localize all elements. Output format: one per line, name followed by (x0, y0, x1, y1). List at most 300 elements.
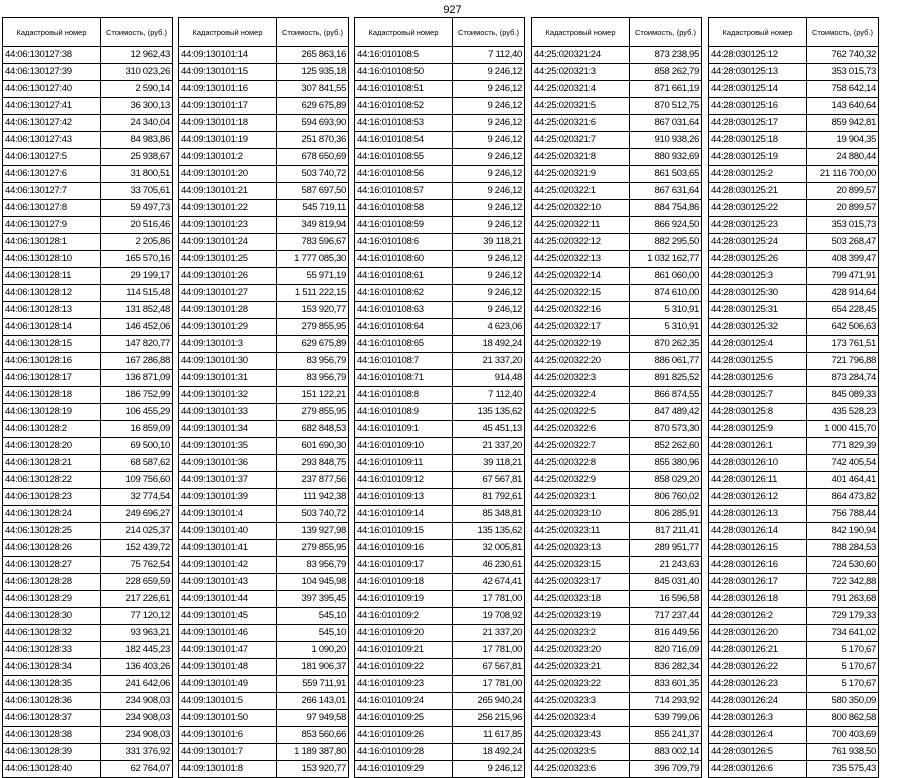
cadastral-number-cell: 44:09:130101:24 (179, 234, 277, 251)
cadastral-number-cell: 44:28:030126:16 (709, 557, 807, 574)
cadastral-number-cell: 44:09:130101:26 (179, 268, 277, 285)
table-row (355, 285, 525, 302)
cadastral-number-cell: 44:09:130101:31 (179, 370, 277, 387)
value-cell: 19 904,35 (807, 132, 879, 149)
value-cell: 136 403,26 (101, 659, 173, 676)
cadastral-number-cell: 44:09:130101:41 (179, 540, 277, 557)
table-row (709, 608, 879, 625)
value-cell: 67 567,81 (453, 472, 525, 489)
table-row (709, 710, 879, 727)
table-row (179, 81, 349, 98)
cadastral-number-cell: 44:28:030125:24 (709, 234, 807, 251)
table-row (179, 727, 349, 744)
table-row (709, 268, 879, 285)
value-cell: 873 284,74 (807, 370, 879, 387)
table-row (3, 659, 173, 676)
cadastral-number-cell: 44:25:020322:12 (532, 234, 630, 251)
value-cell: 279 855,95 (277, 404, 349, 421)
cadastral-number-cell: 44:16:010109:26 (355, 727, 453, 744)
cadastral-number-cell: 44:06:130128:40 (3, 761, 101, 778)
value-cell: 845 031,40 (630, 574, 702, 591)
cadastral-number-cell: 44:25:020321:5 (532, 98, 630, 115)
value-cell: 9 246,12 (453, 302, 525, 319)
cadastral-number-cell: 44:09:130101:5 (179, 693, 277, 710)
cadastral-number-cell: 44:06:130128:26 (3, 540, 101, 557)
value-cell: 870 512,75 (630, 98, 702, 115)
table-row (355, 404, 525, 421)
cadastral-number-cell: 44:09:130101:36 (179, 455, 277, 472)
cadastral-table (178, 17, 349, 778)
table-row (532, 217, 702, 234)
table-row (532, 64, 702, 81)
table-row (709, 166, 879, 183)
table-row (532, 336, 702, 353)
table-row (532, 387, 702, 404)
table-row (179, 268, 349, 285)
value-cell: 587 697,50 (277, 183, 349, 200)
table-row (709, 64, 879, 81)
value-cell: 545 719,11 (277, 200, 349, 217)
table-row (3, 166, 173, 183)
value-cell: 39 118,21 (453, 234, 525, 251)
table-row (355, 64, 525, 81)
value-cell: 910 938,26 (630, 132, 702, 149)
table-row (532, 251, 702, 268)
table-row (179, 710, 349, 727)
table-row (3, 336, 173, 353)
cadastral-number-cell: 44:25:020321:9 (532, 166, 630, 183)
value-cell: 800 862,58 (807, 710, 879, 727)
value-cell: 735 575,43 (807, 761, 879, 778)
value-cell: 83 956,79 (277, 353, 349, 370)
table-row (532, 285, 702, 302)
cadastral-number-cell: 44:28:030126:24 (709, 693, 807, 710)
table-row (532, 149, 702, 166)
value-cell: 21 337,20 (453, 438, 525, 455)
table-row (179, 200, 349, 217)
table-row (179, 149, 349, 166)
table-row (355, 183, 525, 200)
value-cell: 18 492,24 (453, 336, 525, 353)
value-cell: 104 945,98 (277, 574, 349, 591)
value-cell: 700 403,69 (807, 727, 879, 744)
cadastral-number-cell: 44:09:130101:29 (179, 319, 277, 336)
value-cell: 762 740,32 (807, 47, 879, 64)
cadastral-number-cell: 44:06:130127:5 (3, 149, 101, 166)
table-row (532, 370, 702, 387)
value-cell: 816 449,56 (630, 625, 702, 642)
value-cell: 234 908,03 (101, 727, 173, 744)
cadastral-number-cell: 44:25:020322:14 (532, 268, 630, 285)
table-row (355, 115, 525, 132)
value-cell: 109 756,60 (101, 472, 173, 489)
value-cell: 9 246,12 (453, 268, 525, 285)
value-cell: 799 471,91 (807, 268, 879, 285)
value-cell: 69 500,10 (101, 438, 173, 455)
value-cell: 503 268,47 (807, 234, 879, 251)
value-cell: 629 675,89 (277, 336, 349, 353)
value-cell: 642 506,63 (807, 319, 879, 336)
cadastral-number-cell: 44:06:130128:37 (3, 710, 101, 727)
table-row (532, 523, 702, 540)
cadastral-number-cell: 44:16:010109:2 (355, 608, 453, 625)
table-row (179, 166, 349, 183)
value-cell: 9 246,12 (453, 251, 525, 268)
value-cell: 167 286,88 (101, 353, 173, 370)
table-row (3, 438, 173, 455)
cadastral-number-cell: 44:28:030126:3 (709, 710, 807, 727)
value-cell: 847 489,42 (630, 404, 702, 421)
cadastral-number-cell: 44:25:020323:5 (532, 744, 630, 761)
value-cell: 349 819,94 (277, 217, 349, 234)
table-row (355, 540, 525, 557)
cadastral-number-cell: 44:25:020322:17 (532, 319, 630, 336)
cadastral-number-cell: 44:16:010109:10 (355, 438, 453, 455)
cadastral-number-cell: 44:09:130101:45 (179, 608, 277, 625)
value-cell: 1 511 222,15 (277, 285, 349, 302)
value-cell: 717 237,44 (630, 608, 702, 625)
column-header-cadastral-number: Кадастровый номер (532, 18, 630, 47)
table-row (3, 506, 173, 523)
cadastral-number-cell: 44:16:010109:16 (355, 540, 453, 557)
value-cell: 93 963,21 (101, 625, 173, 642)
value-cell: 761 938,50 (807, 744, 879, 761)
table-row (709, 132, 879, 149)
table-row (532, 421, 702, 438)
value-cell: 153 920,77 (277, 302, 349, 319)
value-cell: 293 848,75 (277, 455, 349, 472)
cadastral-number-cell: 44:09:130101:35 (179, 438, 277, 455)
table-row (532, 540, 702, 557)
value-cell: 353 015,73 (807, 217, 879, 234)
table-row (3, 727, 173, 744)
cadastral-number-cell: 44:09:130101:3 (179, 336, 277, 353)
table-row (3, 625, 173, 642)
cadastral-number-cell: 44:25:020322:6 (532, 421, 630, 438)
table-row (355, 574, 525, 591)
table-row (532, 81, 702, 98)
column-header-cadastral-number: Кадастровый номер (355, 18, 453, 47)
cadastral-number-cell: 44:16:010108:7 (355, 353, 453, 370)
value-cell: 435 528,23 (807, 404, 879, 421)
cadastral-number-cell: 44:09:130101:4 (179, 506, 277, 523)
value-cell: 153 920,77 (277, 761, 349, 778)
value-cell: 5 170,67 (807, 642, 879, 659)
table-row (179, 761, 349, 778)
table-row (179, 557, 349, 574)
cadastral-number-cell: 44:06:130128:22 (3, 472, 101, 489)
table-row (179, 132, 349, 149)
value-cell: 24 340,04 (101, 115, 173, 132)
cadastral-number-cell: 44:16:010109:18 (355, 574, 453, 591)
cadastral-number-cell: 44:25:020323:11 (532, 523, 630, 540)
value-cell: 9 246,12 (453, 200, 525, 217)
value-cell: 9 246,12 (453, 761, 525, 778)
value-cell: 870 262,35 (630, 336, 702, 353)
value-cell: 601 690,30 (277, 438, 349, 455)
column-header-value: Стоимость, (руб.) (630, 18, 702, 47)
table-row (3, 387, 173, 404)
value-cell: 289 951,77 (630, 540, 702, 557)
value-cell: 866 874,55 (630, 387, 702, 404)
value-cell: 97 949,58 (277, 710, 349, 727)
value-cell: 5 310,91 (630, 319, 702, 336)
cadastral-number-cell: 44:28:030125:16 (709, 98, 807, 115)
cadastral-number-cell: 44:16:010108:57 (355, 183, 453, 200)
cadastral-number-cell: 44:06:130128:28 (3, 574, 101, 591)
cadastral-number-cell: 44:28:030126:14 (709, 523, 807, 540)
table-row (532, 268, 702, 285)
table-row (3, 132, 173, 149)
table-row (179, 285, 349, 302)
value-cell: 871 661,19 (630, 81, 702, 98)
value-cell: 114 515,48 (101, 285, 173, 302)
table-row (532, 489, 702, 506)
value-cell: 307 841,55 (277, 81, 349, 98)
value-cell: 152 439,72 (101, 540, 173, 557)
table-row (709, 149, 879, 166)
value-cell: 842 190,94 (807, 523, 879, 540)
value-cell: 234 908,03 (101, 693, 173, 710)
table-row (532, 472, 702, 489)
value-cell: 678 650,69 (277, 149, 349, 166)
table-row (532, 319, 702, 336)
table-row (3, 81, 173, 98)
cadastral-number-cell: 44:16:010108:9 (355, 404, 453, 421)
table-row (532, 47, 702, 64)
cadastral-number-cell: 44:09:130101:40 (179, 523, 277, 540)
table-row (355, 47, 525, 64)
value-cell: 817 211,41 (630, 523, 702, 540)
cadastral-number-cell: 44:16:010108:6 (355, 234, 453, 251)
table-row (355, 319, 525, 336)
table-row (709, 523, 879, 540)
cadastral-number-cell: 44:09:130101:37 (179, 472, 277, 489)
table-row (179, 540, 349, 557)
table-row (532, 591, 702, 608)
cadastral-number-cell: 44:16:010109:19 (355, 591, 453, 608)
value-cell: 249 696,27 (101, 506, 173, 523)
table-row (355, 761, 525, 778)
value-cell: 870 573,30 (630, 421, 702, 438)
cadastral-number-cell: 44:16:010108:59 (355, 217, 453, 234)
value-cell: 75 762,54 (101, 557, 173, 574)
value-cell: 855 380,96 (630, 455, 702, 472)
table-row (709, 217, 879, 234)
value-cell: 1 032 162,77 (630, 251, 702, 268)
table-row (355, 693, 525, 710)
cadastral-number-cell: 44:16:010108:51 (355, 81, 453, 98)
value-cell: 883 002,14 (630, 744, 702, 761)
column-header-cadastral-number: Кадастровый номер (709, 18, 807, 47)
table-row (179, 591, 349, 608)
cadastral-number-cell: 44:25:020322:8 (532, 455, 630, 472)
value-cell: 21 337,20 (453, 625, 525, 642)
cadastral-number-cell: 44:28:030126:6 (709, 761, 807, 778)
cadastral-number-cell: 44:06:130128:14 (3, 319, 101, 336)
value-cell: 756 788,44 (807, 506, 879, 523)
value-cell: 654 228,45 (807, 302, 879, 319)
cadastral-number-cell: 44:09:130101:46 (179, 625, 277, 642)
cadastral-number-cell: 44:16:010109:29 (355, 761, 453, 778)
table-row (179, 387, 349, 404)
cadastral-number-cell: 44:09:130101:16 (179, 81, 277, 98)
cadastral-number-cell: 44:06:130128:33 (3, 642, 101, 659)
value-cell: 186 752,99 (101, 387, 173, 404)
cadastral-number-cell: 44:16:010108:5 (355, 47, 453, 64)
cadastral-number-cell: 44:09:130101:14 (179, 47, 277, 64)
cadastral-number-cell: 44:25:020321:24 (532, 47, 630, 64)
value-cell: 853 560,66 (277, 727, 349, 744)
cadastral-number-cell: 44:25:020323:2 (532, 625, 630, 642)
cadastral-number-cell: 44:06:130128:18 (3, 387, 101, 404)
cadastral-number-cell: 44:28:030125:3 (709, 268, 807, 285)
table-row (709, 81, 879, 98)
table-row (355, 98, 525, 115)
cadastral-number-cell: 44:09:130101:21 (179, 183, 277, 200)
table-row (3, 540, 173, 557)
value-cell: 12 962,43 (101, 47, 173, 64)
value-cell: 758 642,14 (807, 81, 879, 98)
value-cell: 7 112,40 (453, 47, 525, 64)
table-row (3, 608, 173, 625)
value-cell: 279 855,95 (277, 540, 349, 557)
table-row (355, 523, 525, 540)
table-row (355, 557, 525, 574)
value-cell: 85 348,81 (453, 506, 525, 523)
table-row (3, 761, 173, 778)
cadastral-number-cell: 44:28:030125:12 (709, 47, 807, 64)
value-cell: 4 623,06 (453, 319, 525, 336)
table-row (355, 608, 525, 625)
table-row (179, 370, 349, 387)
value-cell: 20 516,46 (101, 217, 173, 234)
table-row (709, 319, 879, 336)
table-row (709, 693, 879, 710)
cadastral-number-cell: 44:06:130128:30 (3, 608, 101, 625)
value-cell: 7 112,40 (453, 387, 525, 404)
cadastral-number-cell: 44:28:030125:5 (709, 353, 807, 370)
value-cell: 859 942,81 (807, 115, 879, 132)
cadastral-number-cell: 44:25:020323:43 (532, 727, 630, 744)
value-cell: 32 005,81 (453, 540, 525, 557)
table-row (532, 132, 702, 149)
value-cell: 867 631,64 (630, 183, 702, 200)
table-row (179, 472, 349, 489)
table-row (3, 115, 173, 132)
cadastral-number-cell: 44:06:130128:34 (3, 659, 101, 676)
cadastral-number-cell: 44:28:030126:11 (709, 472, 807, 489)
value-cell: 29 199,17 (101, 268, 173, 285)
cadastral-number-cell: 44:06:130128:10 (3, 251, 101, 268)
table-row (709, 506, 879, 523)
value-cell: 9 246,12 (453, 64, 525, 81)
cadastral-number-cell: 44:28:030125:19 (709, 149, 807, 166)
table-row (3, 574, 173, 591)
value-cell: 46 230,61 (453, 557, 525, 574)
value-cell: 62 764,07 (101, 761, 173, 778)
table-row (355, 676, 525, 693)
value-cell: 21 337,20 (453, 353, 525, 370)
value-cell: 17 781,00 (453, 676, 525, 693)
value-cell: 867 031,64 (630, 115, 702, 132)
cadastral-number-cell: 44:16:010108:61 (355, 268, 453, 285)
cadastral-number-cell: 44:16:010109:28 (355, 744, 453, 761)
value-cell: 866 924,50 (630, 217, 702, 234)
value-cell: 594 693,90 (277, 115, 349, 132)
value-cell: 539 799,06 (630, 710, 702, 727)
table-row (709, 659, 879, 676)
cadastral-number-cell: 44:09:130101:43 (179, 574, 277, 591)
value-cell: 31 800,51 (101, 166, 173, 183)
cadastral-number-cell: 44:09:130101:25 (179, 251, 277, 268)
cadastral-number-cell: 44:25:020321:3 (532, 64, 630, 81)
cadastral-number-cell: 44:16:010109:17 (355, 557, 453, 574)
cadastral-number-cell: 44:09:130101:8 (179, 761, 277, 778)
table-row (3, 98, 173, 115)
table-row (709, 625, 879, 642)
table-row (355, 489, 525, 506)
value-cell: 241 642,06 (101, 676, 173, 693)
value-cell: 353 015,73 (807, 64, 879, 81)
table-row (532, 404, 702, 421)
cadastral-number-cell: 44:25:020323:17 (532, 574, 630, 591)
cadastral-number-cell: 44:28:030125:31 (709, 302, 807, 319)
cadastral-number-cell: 44:28:030125:26 (709, 251, 807, 268)
value-cell: 783 596,67 (277, 234, 349, 251)
table-row (3, 693, 173, 710)
value-cell: 9 246,12 (453, 285, 525, 302)
cadastral-number-cell: 44:25:020323:18 (532, 591, 630, 608)
table-row (709, 421, 879, 438)
table-row (3, 455, 173, 472)
cadastral-number-cell: 44:16:010108:56 (355, 166, 453, 183)
cadastral-number-cell: 44:09:130101:32 (179, 387, 277, 404)
cadastral-number-cell: 44:06:130128:39 (3, 744, 101, 761)
cadastral-table (2, 17, 173, 778)
value-cell: 861 060,00 (630, 268, 702, 285)
cadastral-number-cell: 44:16:010109:1 (355, 421, 453, 438)
table-row (709, 455, 879, 472)
value-cell: 864 473,82 (807, 489, 879, 506)
table-row (709, 353, 879, 370)
cadastral-number-cell: 44:06:130127:42 (3, 115, 101, 132)
table-row (355, 336, 525, 353)
value-cell: 237 877,56 (277, 472, 349, 489)
table-row (3, 200, 173, 217)
table-row (709, 472, 879, 489)
cadastral-number-cell: 44:16:010108:60 (355, 251, 453, 268)
table-row (3, 404, 173, 421)
value-cell: 45 451,13 (453, 421, 525, 438)
table-row (709, 744, 879, 761)
cadastral-number-cell: 44:06:130127:43 (3, 132, 101, 149)
table-row (3, 591, 173, 608)
value-cell: 77 120,12 (101, 608, 173, 625)
value-cell: 882 295,50 (630, 234, 702, 251)
value-cell: 580 350,09 (807, 693, 879, 710)
cadastral-number-cell: 44:06:130128:32 (3, 625, 101, 642)
cadastral-number-cell: 44:28:030126:15 (709, 540, 807, 557)
table-row (355, 625, 525, 642)
cadastral-number-cell: 44:09:130101:28 (179, 302, 277, 319)
table-row (179, 404, 349, 421)
cadastral-number-cell: 44:25:020323:1 (532, 489, 630, 506)
cadastral-number-cell: 44:28:030125:8 (709, 404, 807, 421)
table-row (709, 200, 879, 217)
value-cell: 83 956,79 (277, 557, 349, 574)
cadastral-number-cell: 44:25:020321:6 (532, 115, 630, 132)
